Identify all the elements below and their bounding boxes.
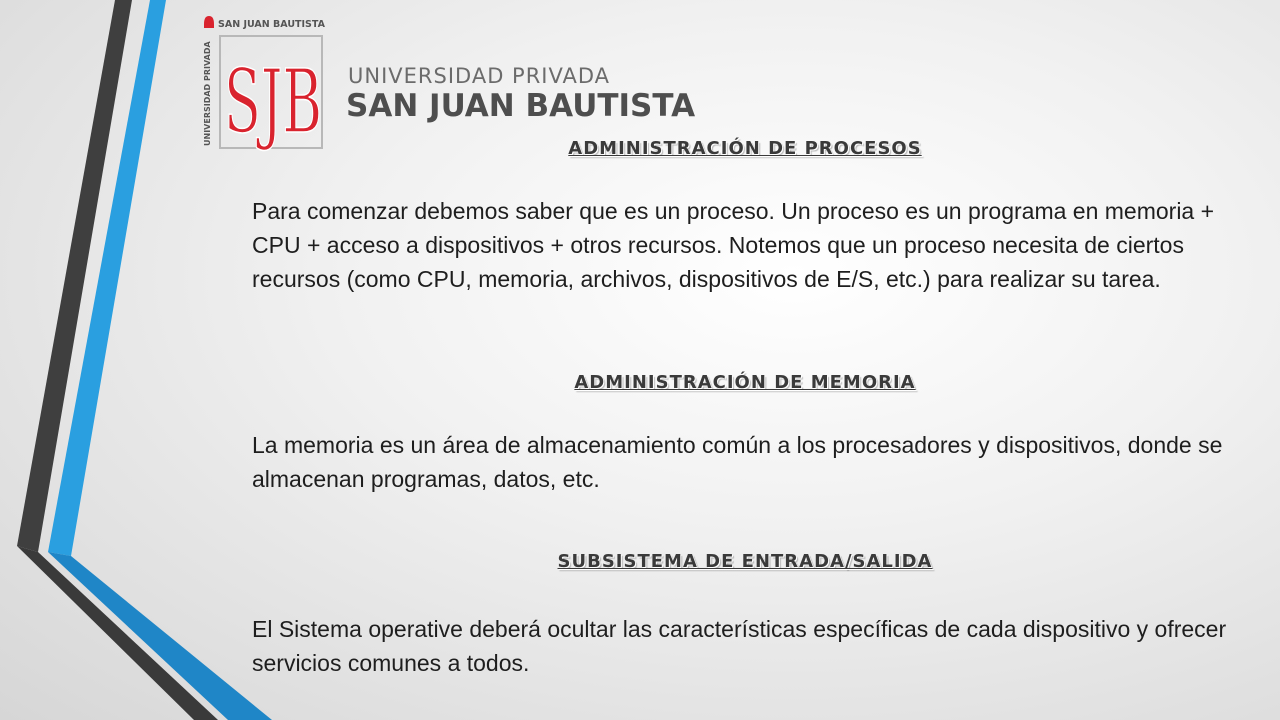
logo-monogram: SJB (224, 50, 322, 153)
section-heading-entrada-salida: SUBSISTEMA DE ENTRADA/SALIDA (557, 551, 933, 572)
logo-ring-text: SAN JUAN BAUTISTA (218, 19, 325, 30)
blue-stripe-bottom (48, 552, 272, 720)
university-logo (200, 14, 720, 154)
section-body-procesos: Para comenzar debemos saber que es un proceso. Un proceso es un programa en memoria + CPU + acceso a dispositivos + otros recursos. Notemos que un proceso necesita de ciertos recursos (como CPU, memoria, archivos, dispositivos de E/S, etc.) para realizar su tarea. (252, 198, 1215, 292)
section-heading-memoria: ADMINISTRACIÓN DE MEMORIA (574, 372, 916, 393)
logo-wordmark-line2: SAN JUAN BAUTISTA (346, 88, 696, 124)
bell-icon (204, 16, 214, 28)
dark-stripe-bottom (17, 546, 218, 720)
section-body-memoria: La memoria es un área de almacenamiento común a los procesadores y dispositivos, donde se almacenan programas, datos, etc. (252, 432, 1223, 492)
logo-wordmark-line1: UNIVERSIDAD PRIVADA (348, 64, 611, 88)
sjb-logo-mark (200, 14, 330, 154)
section-body-entrada-salida: El Sistema operative deberá ocultar las características específicas de cada dispositivo y ofrecer servicios comunes a todos. (252, 616, 1227, 676)
section-heading-procesos: ADMINISTRACIÓN DE PROCESOS (568, 138, 922, 159)
logo-side-text: UNIVERSIDAD PRIVADA (203, 41, 212, 146)
